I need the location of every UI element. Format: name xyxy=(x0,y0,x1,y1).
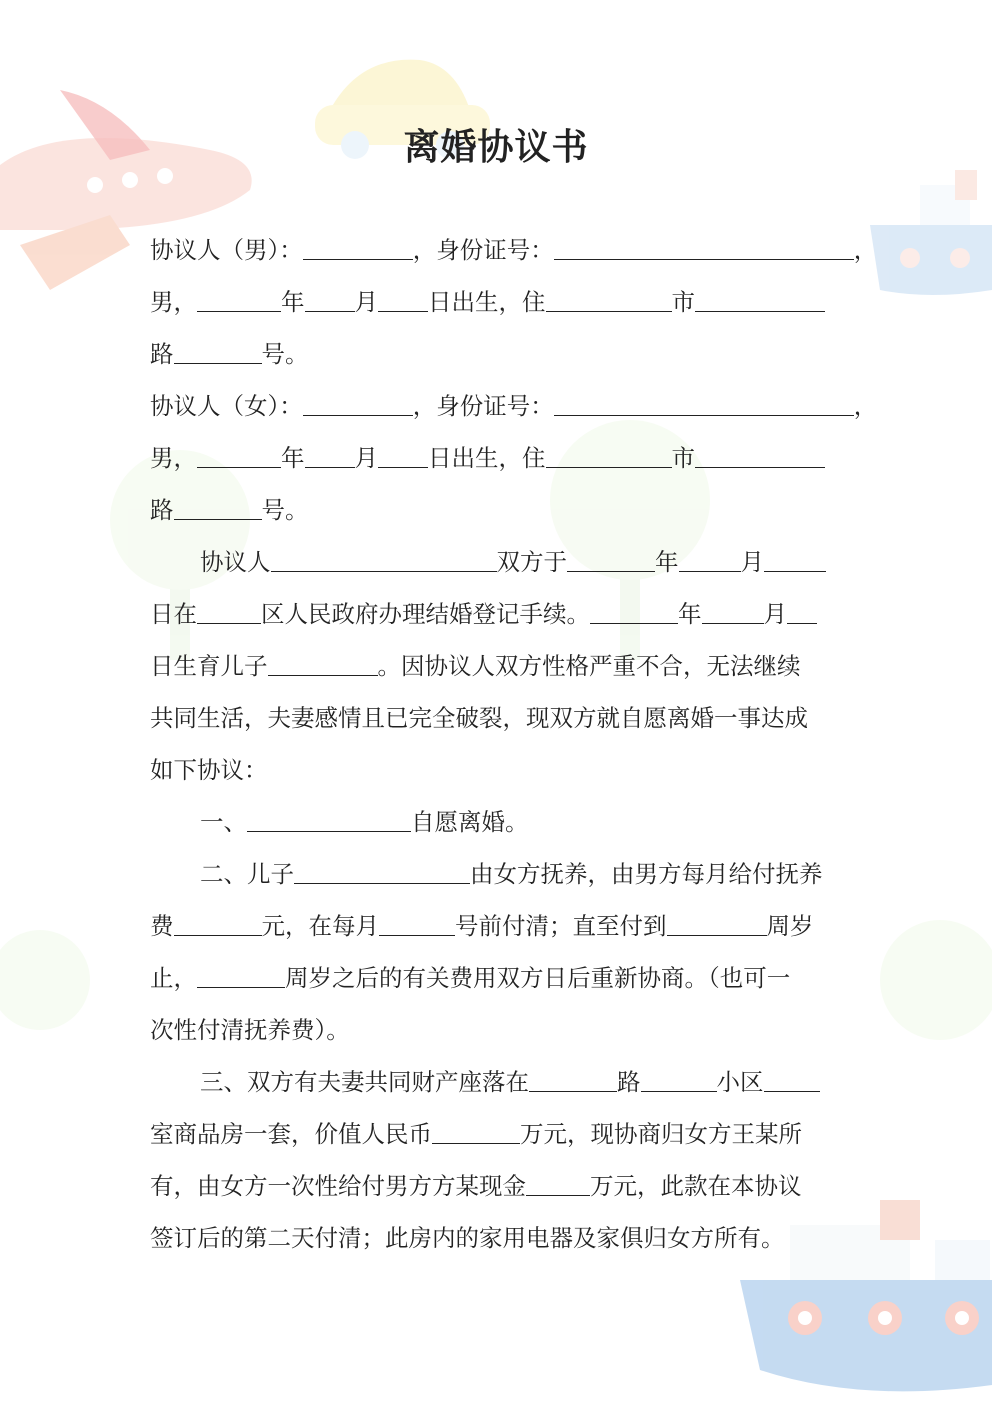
fill-in-blank xyxy=(197,959,285,988)
fill-in-blank xyxy=(197,595,261,624)
fill-in-blank xyxy=(764,1063,820,1092)
fill-in-blank xyxy=(529,1063,617,1092)
doc-text: 止， xyxy=(150,964,197,992)
doc-text: 。因协议人双方性格严重不合，无法继续 xyxy=(377,652,801,680)
fill-in-blank xyxy=(567,543,655,572)
fill-in-blank xyxy=(305,439,355,468)
doc-text: 区人民政府办理结婚登记手续。 xyxy=(261,600,590,628)
doc-text: 协议人（女）： xyxy=(150,392,303,420)
doc-text: 月 xyxy=(763,600,787,628)
doc-text: ，身份证号： xyxy=(412,392,554,420)
fill-in-blank xyxy=(554,231,854,260)
doc-text: 年 xyxy=(281,444,305,472)
doc-text: 协议人（男）： xyxy=(150,236,303,264)
fill-in-blank xyxy=(590,595,678,624)
doc-text: 三、双方有夫妻共同财产座落在 xyxy=(200,1068,529,1096)
doc-text: 年 xyxy=(655,548,679,576)
doc-line xyxy=(150,698,842,738)
fill-in-blank xyxy=(174,491,262,520)
fill-in-blank xyxy=(174,335,262,364)
doc-line xyxy=(150,854,842,894)
doc-line xyxy=(150,1114,842,1154)
doc-text: 共同生活，夫妻感情且已完全破裂，现双方就自愿离婚一事达成 xyxy=(150,704,808,732)
doc-line xyxy=(150,230,878,270)
doc-text: 周岁 xyxy=(766,912,814,940)
doc-text: 路 xyxy=(150,340,174,368)
doc-line xyxy=(150,334,842,374)
doc-line xyxy=(150,958,842,998)
doc-text: 费 xyxy=(150,912,174,940)
doc-line xyxy=(150,1166,842,1206)
doc-text: 市 xyxy=(671,288,695,316)
doc-line xyxy=(150,438,842,478)
doc-line xyxy=(150,542,842,582)
fill-in-blank xyxy=(432,1115,520,1144)
fill-in-blank xyxy=(667,907,767,936)
doc-text: 有，由女方一次性给付男方方某现金 xyxy=(150,1172,526,1200)
fill-in-blank xyxy=(197,283,281,312)
fill-in-blank xyxy=(271,543,497,572)
doc-line xyxy=(150,1010,842,1050)
fill-in-blank xyxy=(303,387,413,416)
fill-in-blank xyxy=(679,543,741,572)
fill-in-blank xyxy=(379,907,455,936)
doc-text: 路 xyxy=(150,496,174,524)
doc-line xyxy=(150,386,878,426)
fill-in-blank xyxy=(702,595,764,624)
doc-text: 日出生，住 xyxy=(428,444,546,472)
doc-line xyxy=(150,646,842,686)
doc-text: 男， xyxy=(150,444,197,472)
fill-in-blank xyxy=(305,283,355,312)
doc-text: 自愿离婚。 xyxy=(411,808,529,836)
doc-text: 市 xyxy=(671,444,695,472)
doc-text: 一、 xyxy=(200,808,247,836)
doc-text: ，身份证号： xyxy=(412,236,554,264)
doc-text: 月 xyxy=(354,444,378,472)
doc-text: 年 xyxy=(281,288,305,316)
doc-line xyxy=(150,750,842,790)
doc-line xyxy=(150,282,842,322)
fill-in-blank xyxy=(546,283,672,312)
fill-in-blank xyxy=(197,439,281,468)
doc-text: 号。 xyxy=(261,340,309,368)
doc-line xyxy=(150,1218,842,1258)
doc-text: 日生育儿子 xyxy=(150,652,268,680)
doc-text: 万元，现协商归女方王某所 xyxy=(520,1120,802,1148)
doc-text: 小区 xyxy=(716,1068,764,1096)
doc-text: 路 xyxy=(617,1068,641,1096)
doc-text: 月 xyxy=(740,548,764,576)
doc-text: 号。 xyxy=(261,496,309,524)
doc-text: 协议人 xyxy=(200,548,271,576)
doc-text: 元，在每月 xyxy=(261,912,379,940)
fill-in-blank xyxy=(641,1063,717,1092)
doc-text: 次性付清抚养费）。 xyxy=(150,1016,350,1044)
fill-in-blank xyxy=(546,439,672,468)
fill-in-blank xyxy=(378,439,428,468)
doc-text: 如下协议： xyxy=(150,756,268,784)
doc-text: 号前付清；直至付到 xyxy=(455,912,667,940)
fill-in-blank xyxy=(174,907,262,936)
fill-in-blank xyxy=(526,1167,590,1196)
doc-text: 签订后的第二天付清；此房内的家用电器及家俱归女方所有。 xyxy=(150,1224,785,1252)
doc-text: ， xyxy=(853,236,878,264)
doc-text: 二、儿子 xyxy=(200,860,294,888)
doc-text: 周岁之后的有关费用双方日后重新协商。（也可一 xyxy=(285,964,791,992)
fill-in-blank xyxy=(247,803,411,832)
doc-text: 男， xyxy=(150,288,197,316)
fill-in-blank xyxy=(695,283,825,312)
doc-line xyxy=(150,1062,842,1102)
fill-in-blank xyxy=(764,543,826,572)
doc-text: 万元，此款在本协议 xyxy=(590,1172,802,1200)
fill-in-blank xyxy=(303,231,413,260)
fill-in-blank xyxy=(695,439,825,468)
fill-in-blank xyxy=(554,387,854,416)
fill-in-blank xyxy=(268,647,378,676)
doc-text: ， xyxy=(853,392,878,420)
doc-line xyxy=(150,490,842,530)
fill-in-blank xyxy=(378,283,428,312)
doc-text: 年 xyxy=(678,600,702,628)
doc-line xyxy=(150,594,842,634)
fill-in-blank xyxy=(787,595,817,624)
document-title: 离婚协议书 xyxy=(403,126,589,168)
doc-line xyxy=(150,802,842,842)
doc-text: 日出生，住 xyxy=(428,288,546,316)
doc-line xyxy=(150,906,842,946)
doc-text: 由女方抚养，由男方每月给付抚养 xyxy=(470,860,823,888)
doc-text: 室商品房一套，价值人民币 xyxy=(150,1120,432,1148)
fill-in-blank xyxy=(294,855,470,884)
doc-text: 双方于 xyxy=(496,548,567,576)
doc-text: 日在 xyxy=(150,600,197,628)
doc-text: 月 xyxy=(354,288,378,316)
